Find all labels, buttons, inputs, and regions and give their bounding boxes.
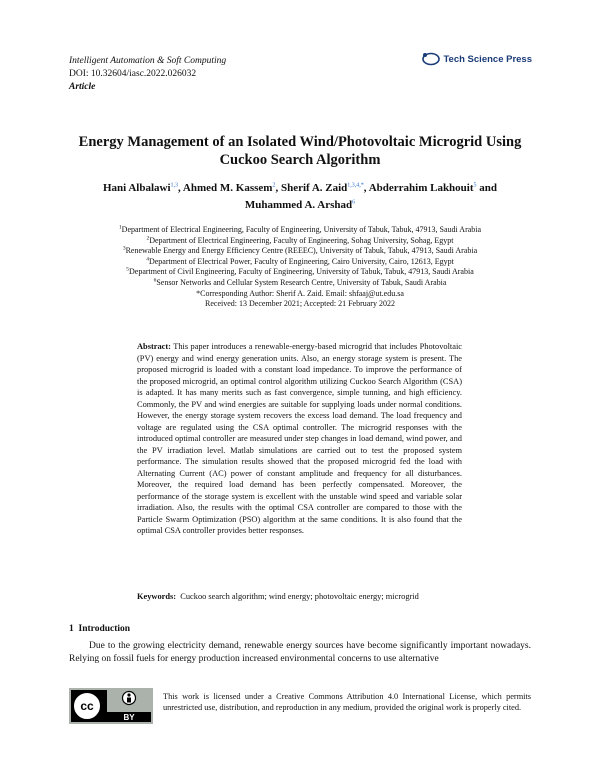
author-affiliation-link[interactable]: 1,3 bbox=[170, 182, 179, 188]
affiliation: $^6$Sensor Networks and Cellular System Research Centre, University of Tabuk, Saudi Arabia bbox=[153, 277, 447, 287]
author: Abderrahim Lakhouit$^5$ and bbox=[368, 181, 498, 194]
license-text: This work is licensed under a Creative Commons Attribution 4.0 International License, which permits unrestricted use, distribution, and reproduction in any medium, provided the original work is properly cited. bbox=[163, 692, 531, 712]
keywords bbox=[137, 591, 467, 602]
cc-by-icon[interactable] bbox=[69, 688, 153, 724]
affiliation: $^5$Department of Civil Engineering, Faculty of Engineering, University of Tabuk, Tabuk, 47913, Saudi Arabia bbox=[126, 266, 474, 277]
abstract-label: Abstract: bbox=[137, 342, 171, 351]
by-badge-text: BY bbox=[123, 713, 135, 722]
received-dates: Received: 13 December 2021; Accepted: 21 February 2022 bbox=[205, 299, 395, 309]
journal-name: Intelligent Automation & Soft Computing bbox=[69, 56, 227, 66]
author-affiliation-link[interactable]: 1,3,4,* bbox=[347, 182, 364, 188]
section-body: Due to the growing electricity demand, renewable energy sources have become significantly important nowadays. Relying on fossil fuels for energy production increased environmental concerns to use alternative bbox=[69, 641, 531, 664]
affiliation: $^2$Department of Electrical Engineering, Faculty of Engineering, Sohag University, Sohag, Egypt bbox=[146, 234, 454, 245]
corresponding-author: *Corresponding Author: Sherif A. Zaid. Email: shfaaj@ut.edu.sa bbox=[196, 288, 404, 298]
author-affiliation-link[interactable]: 5 bbox=[473, 182, 477, 188]
author: Muhammed A. Arshad$^6$ bbox=[244, 199, 356, 212]
abstract bbox=[137, 341, 462, 537]
keywords-label: Keywords: bbox=[137, 592, 177, 601]
doi[interactable]: DOI: 10.32604/iasc.2022.026032 bbox=[69, 69, 197, 79]
affiliation: $^3$Renewable Energy and Energy Efficiency Centre (REEEC), University of Tabuk, Tabuk, 47913, Saudi Arabia bbox=[122, 245, 478, 256]
publisher-logo-icon bbox=[422, 52, 440, 66]
author: Sherif A. Zaid$^{1,3,4,*}$, bbox=[280, 181, 369, 194]
journal-header bbox=[69, 55, 226, 94]
author: Ahmed M. Kassem$^2$, bbox=[182, 181, 281, 194]
affiliations bbox=[60, 225, 540, 310]
author-affiliation-link[interactable]: 2 bbox=[272, 182, 276, 188]
article-type: Article bbox=[69, 82, 96, 92]
affiliation: $^1$Department of Electrical Engineering, Faculty of Engineering, University of Tabuk, Tabuk, 47913, Saudi Arabia bbox=[118, 224, 482, 234]
author-list bbox=[60, 178, 540, 213]
license-footer bbox=[69, 688, 531, 724]
cc-badge-text: cc bbox=[80, 699, 94, 713]
author: Hani Albalawi$^{1,3}$, bbox=[102, 181, 183, 194]
author-affiliation-link[interactable]: 6 bbox=[352, 199, 356, 206]
publisher-name: Tech Science Press bbox=[443, 53, 532, 65]
section-heading: 1 Introduction bbox=[69, 624, 131, 634]
publisher-logo bbox=[422, 52, 532, 66]
paper-title: Energy Management of an Isolated Wind/Photovoltaic Microgrid Using Cuckoo Search Algorithm bbox=[78, 134, 522, 168]
abstract-text: This paper introduces a renewable-energy-based microgrid that includes Photovoltaic (PV) energy and wind energy generation units. Also, an energy storage system is present. The proposed microgrid is loaded with a constant load impedance. To improve the performance of the proposed microgrid, an optimal control algorithm utilizing Cuckoo Search Algorithm (CSA) is adapted. It has many merits such as fast convergence, simple tunning, and high efficiency. Commonly, the PV and wind energies are suitable for supplying loads under normal conditions. However, the energy storage system recovers the excess load demand. The load frequency and voltage are regulated using the CSA optimal controller. The microgrid responses with the introduced optimal controller are measured under step changes in load demand, wind power, and the PV irradiation level. Matlab simulations are carried out to test the proposed system performance. The simulation results showed that the proposed microgrid fed the load with Alternating Current (AC) power of constant amplitude and frequency for all disturbances. Moreover, the required load demand has been perfectly compensated. Moreover, the performance of the storage system is excellent with the unstable wind speed and variable solar irradiation. Also, the results with the optimal CSA controller are compared to those with the Particle Swarm Optimization (PSO) algorithm at the same conditions. It is also found that the optimal CSA controller provides better responses. bbox=[137, 342, 462, 535]
affiliation: $^4$Department of Electrical Power, Faculty of Engineering, Cairo University, Cairo, 12613, Egypt bbox=[146, 256, 454, 266]
keywords-text: Cuckoo search algorithm; wind energy; photovoltaic energy; microgrid bbox=[180, 592, 419, 601]
